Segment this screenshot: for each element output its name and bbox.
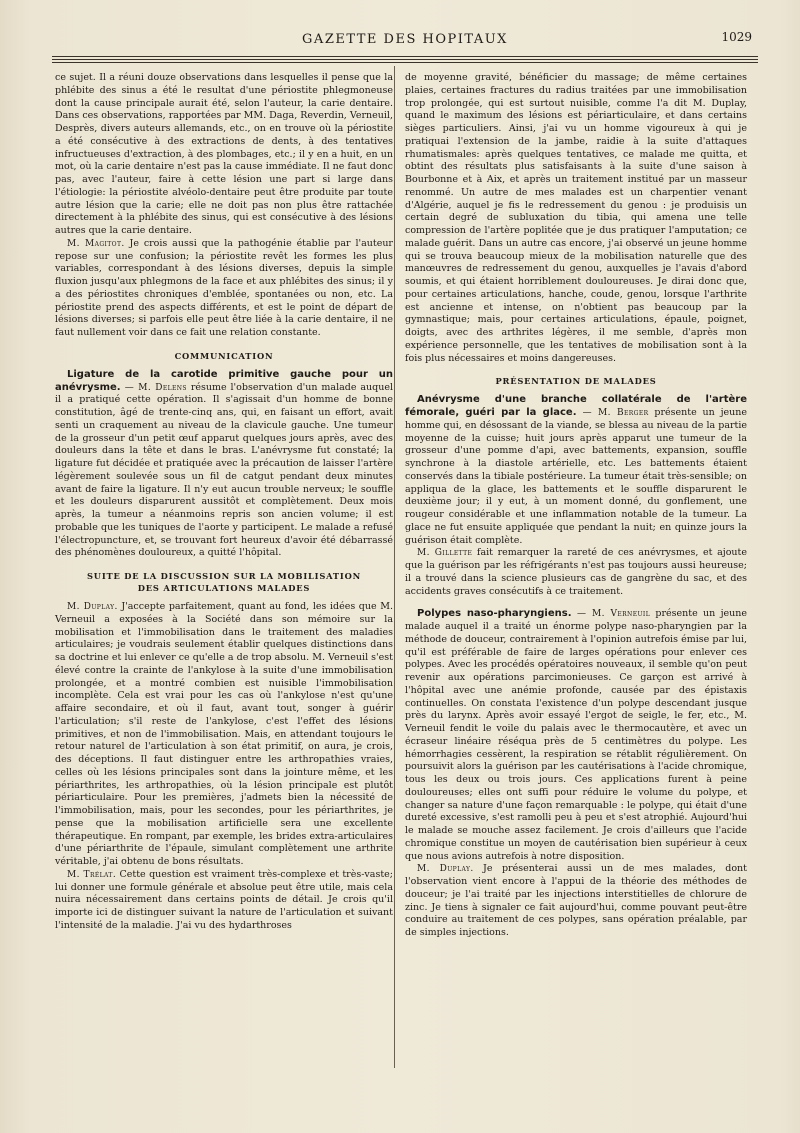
article-title: Anévrysme d'une branche collatérale de l'artère fémorale, guéri par la glace. (405, 394, 747, 418)
paragraph (55, 601, 393, 869)
paragraph-text: Je présenterai aussi un de mes malades, dont l'observation vient encore à l'appui de la théorie des méthodes de douceur; je l'ai traité par les injections interstitielles de chlorure de zinc. Je tiens à signaler ce fait aujourd'hui, comme pouvant peut-être conduire au traitement de ces polypes, sans opération préalable, par de simples injections. (405, 863, 747, 938)
speaker-name: M. Gillette (417, 548, 473, 559)
speaker-name: M. Magitot. (67, 238, 125, 249)
journal-title: GAZETTE DES HOPITAUX (302, 32, 508, 47)
right-column (405, 72, 747, 940)
speaker-name: M. Trélat. (67, 869, 117, 880)
section-heading: COMMUNICATION (174, 350, 274, 361)
spacer (405, 598, 747, 608)
section-heading-line: SUITE DE LA DISCUSSION SUR LA MOBILISATION (87, 571, 361, 581)
section-heading-line: DES ARTICULATIONS MALADES (137, 583, 311, 593)
speaker-name: — M. Berger (576, 408, 649, 418)
article (55, 369, 393, 560)
section-heading (55, 570, 393, 594)
header-rule (52, 59, 758, 60)
paragraph (55, 238, 393, 340)
paragraph-text: Je crois aussi que la pathogénie établie par l'auteur repose sur une confusion; la périostite revêt les formes les plus variables, correspondant à des lésions diverses, depuis la simple fluxion jusqu'aux phlegmons de la face et aux phlébites des sinus; il y a des périostites chroniques d'emblée, spontanées ou non, etc. La périostite prend des aspects différents, et est le point de départ de lésions diverses; si parfois elle peut être liée à la carie dentaire, il ne faut nullement voir dans ce fait une relation constante. (55, 237, 393, 338)
paragraph-text: J'accepte parfaitement, quant au fond, les idées que M. Verneuil a exposées à la Société dans son mémoire sur la mobilisation et l'immobilisation dans le traitement des maladies articulaires; je voudrais seulement établir quelques distinctions dans sa doctrine et lui enlever ce qu'elle a de trop absolu. M. Verneuil s'est élevé contre la crainte de l'ankylose à la suite d'une immobilisation prolongée, et a montré combien est nuisible l'immobilisation incomplète. Cela est vrai pour les cas où l'ankylose n'est qu'une affaire secondaire, et où il faut, avant tout, songer à guérir l'articulation; s'il reste de l'ankylose, c'est l'effet des lésions primitives, et non de l'immobilisation. Mais, en attendant toujours le retour naturel de l'articulation à son état primitif, on aura, je crois, des déceptions. Il faut distinguer entre les arthropathies vraies, celles où les lésions principales sont dans la jointure même, et les périarthrites, les arthropathies, où la lésion principale est plutôt périarticulaire. Pour les premières, j'admets bien la nécessité de l'immobilisation, mais, pour les secondes, pour les périarthrites, je pense que la mobilisation artificielle sera une excellente thérapeutique. En rompant, par exemple, les brides extra-articulaires d'une périarthrite de l'épaule, simulant complètement une arthrite véritable, j'ai obtenu de bons résultats. (55, 601, 393, 867)
article-title: Polypes naso-pharyngiens. (417, 608, 572, 620)
paragraph: ce sujet. Il a réuni douze observations dans lesquelles il pense que la phlébite des sinus a été le resultat d'une périostite phlegmoneuse dont la cause principale aurait été, selon l'auteur, la carie dentaire. Dans ces observations, rapportées par MM. Daga, Reverdin, Verneuil, Desprès, divers auteurs allemands, etc., on en trouve où la périostite a été consécutive à des extractions de dents, à des tentatives infructueuses d'extraction, à des plombages, etc.; il y en a huit, en un mot, où la carie dentaire n'est pas la cause immédiate. Il ne faut donc pas, avec l'auteur, faire à cette lésion une part si large dans l'étiologie: la périostite alvéolo-dentaire peut être produite par toute autre lésion que la carie; elle ne doit pas non plus être rattachée directement à la phlébite des sinus, qui est consécutive à des lésions autres que la carie dentaire. (55, 72, 393, 236)
page-number: 1029 (721, 30, 752, 44)
header-rule (52, 62, 758, 63)
header-rule (52, 56, 758, 57)
column-divider (394, 66, 395, 1068)
left-column (55, 72, 393, 933)
article-text: présente un jeune homme qui, en désossant de la viande, se blessa au niveau de la partie moyenne de la cuisse; huit jours après apparut une tumeur de la grosseur d'une pomme d'api, avec battements, expansion, souffle synchrone à la diastole artérielle, etc. Les battements étaient conservés dans la tibiale postérieure. La tumeur était très-sensible; on appliqua de la glace, les battements et le souffle disparurent le deuxième jour; il y eut, à un moment donné, du gonflement, une rougeur considérable et une inflammation notable de la tumeur. La glace ne fut ensuite appliquée que pendant la nuit; en quinze jours la guérison était complète. (405, 407, 747, 546)
speaker-name: — M. Delens (120, 382, 187, 393)
paragraph-text: fait remarquer la rareté de ces anévrysmes, et ajoute que la guérison par les réfrigérants n'est pas toujours aussi heureuse; il a trouvé dans la science plusieurs cas de gangrène du sac, et des accidents graves consécutifs à ce traitement. (405, 547, 747, 597)
paragraph (405, 547, 747, 598)
paragraph (405, 863, 747, 940)
speaker-name: M. Duplay. (417, 864, 474, 875)
article-title: Ligature de la carotide primitive gauche pour un anévrysme. (55, 368, 393, 393)
speaker-name: — M. Verneuil (571, 609, 651, 620)
paragraph-text: Cette question est vraiment très-complexe et très-vaste; lui donner une formule générale et absolue peut être utile, mais cela nuira nécessairement dans certains points de détail. Je crois qu'il importe ici de distinguer suivant la nature de l'articulation et suivant l'intensité de la maladie. J'ai vu des hydarthroses (55, 868, 393, 931)
article-text: présente un jeune malade auquel il a traité un énorme polype naso-pharyngien par la méthode de douceur, contrairement à l'opinion autrefois émise par lui, qu'il est préférable de faire de larges opérations pour enlever ces polypes. Avec les procédés opératoires nouveaux, il semble qu'on peut revenir aux opérations parcimonieuses. Ce garçon est arrivé à l'hôpital avec une anémie profonde, causée par des épistaxis continuelles. On constata l'existence d'un polype descendant jusque près du larynx. Après avoir essayé l'ergot de seigle, le fer, etc., M. Verneuil fendit le voile du palais avec le thermocautère, et avec un écraseur linéaire réséqua près de 5 centimètres du polype. Les hémorrhagies cessèrent, la respiration se rétablit régulièrement. On poursuivit alors la guérison par les cautérisations à l'acide chromique, tous les deux ou trois jours. Ces applications furent à peine douloureuses; elles ont suffi pour réduire le volume du polype, et changer sa nature d'une façon remarquable : le polype, qui était d'une dureté excessive, s'est ramolli peu à peu et s'est atrophié. Aujourd'hui le malade se mouche assez facilement. Je crois d'ailleurs que l'acide chromique constitue un moyen de cautérisation bien supérieur à ceux que nous avions autrefois à notre disposition. (405, 608, 748, 862)
speaker-name: M. Duplay. (67, 602, 118, 612)
article (405, 394, 747, 547)
paragraph (55, 869, 393, 933)
article (405, 608, 747, 863)
article-text: résume l'observation d'un malade auquel il a pratiqué cette opération. Il s'agissait d'un homme de bonne constitution, âgé de trente-cinq ans, qui, en faisant un effort, avait senti un craquement au niveau de la clavicule gauche. Une tumeur de la grosseur d'un petit œuf apparut quelques jours après, avec des douleurs dans la tête et dans le bras. L'anévrysme fut constaté; la ligature fut décidée et pratiquée avec la précaution de laisser l'artère légèrement soulevée sous un fil de catgut pendant deux minutes avant de faire la ligature. Il n'y eut aucun trouble nerveux; le souffle et les douleurs disparurent aussitôt et complètement. Deux mois après, la tumeur a néanmoins repris son ancien volume; il est probable que les tuniques de l'aorte y participent. Le malade a refusé l'électropuncture, et, se trouvant fort heureux d'avoir été débarrassé des phénomènes douloureux, a quitté l'hôpital. (55, 381, 394, 559)
section-heading: PRÉSENTATION DE MALADES (495, 376, 657, 387)
paragraph: de moyenne gravité, bénéficier du massage; de même certaines plaies, certaines fractures du radius traitées par une immobilisation trop prolongée, qui est surtout nuisible, comme l'a dit M. Duplay, quand le maximum des lésions est périarticulaire, et dans certains sièges particuliers. Ainsi, j'ai vu un homme vigoureux à qui je pratiquai l'extension de la jambe, raidie à la suite d'attaques rhumatismales: après quelques tentatives, ce malade me quitta, et obtint des résultats plus satisfaisants à la suite d'une saison à Bourbonne et à Aix, et après un traitement institué par un masseur renommé. Un autre de mes malades est un charpentier venant d'Algérie, auquel je fis le redressement du genou : je produisis un certain degré de subluxation du tibia, qui amena une telle compression de l'artère poplitée que je dus pratiquer l'amputation; ce malade guérit. Dans un autre cas encore, j'ai observé un jeune homme qui se trouva beaucoup mieux de la mobilisation naturelle que des manœuvres de redressement du genou, auxquelles je l'avais d'abord soumis, et qui étaient horriblement douloureuses. Je dirai donc que, pour certaines articulations, hanche, coude, genou, lorsque l'arthrite est ancienne et intense, on n'obtient pas beaucoup par la gymnastique; mais, pour certaines articulations, épaule, poignet, doigts, avec des arthrites légères, il me semble, d'après mon expérience personnelle, que les tentatives de mobilisation sont à la fois plus nécessaires et moins dangereuses. (405, 72, 747, 364)
